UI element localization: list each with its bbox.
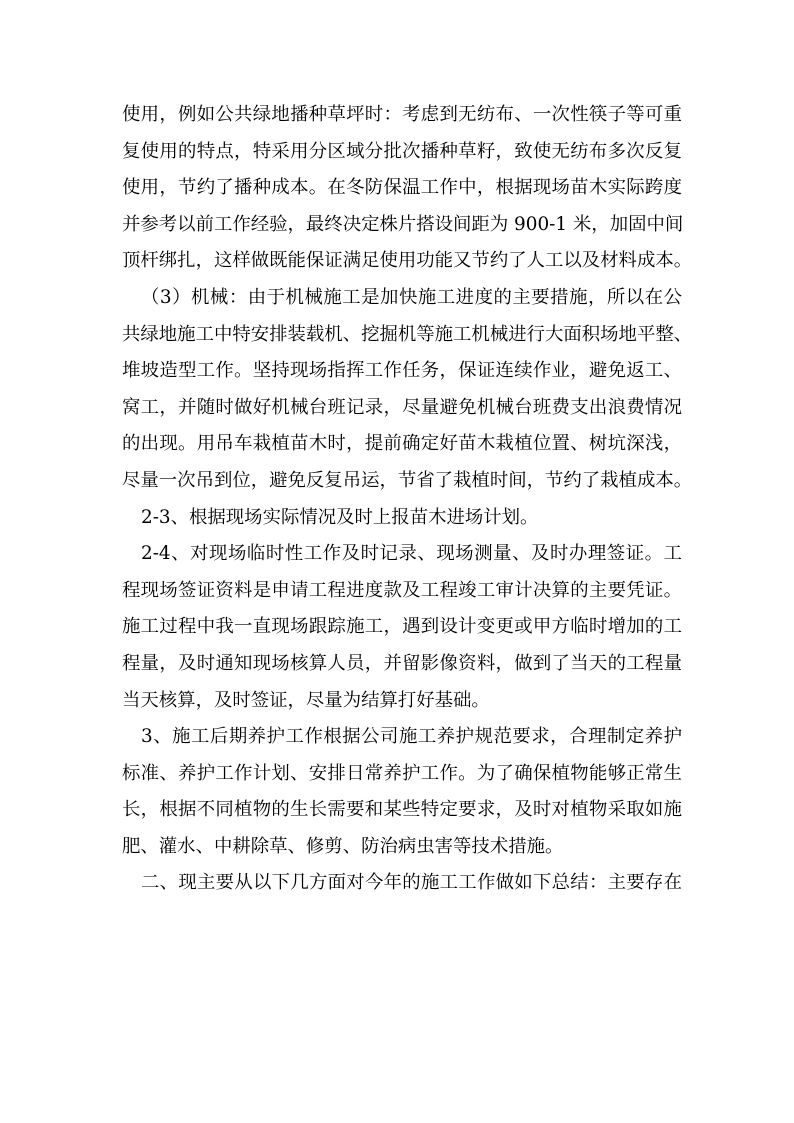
text-line: 的出现。用吊车栽植苗木时，提前确定好苗木栽植位置、树坑深浅，: [122, 433, 682, 455]
document-page: [122, 97, 693, 902]
text-line: 施工过程中我一直现场跟踪施工，遇到设计变更或甲方临时增加的工: [122, 616, 682, 638]
paragraph-start-line: （3）机械：由于机械施工是加快施工进度的主要措施，所以在公: [141, 286, 682, 308]
text-line: 长，根据不同植物的生长需要和某些特定要求，及时对植物采取如施: [122, 799, 682, 821]
paragraph-start-line: 3、施工后期养护工作根据公司施工养护规范要求，合理制定养护: [141, 726, 682, 748]
text-line: 肥、灌水、中耕除草、修剪、防治病虫害等技术措施。: [122, 835, 564, 857]
text-line: 共绿地施工中特安排装载机、挖掘机等施工机械进行大面积场地平整、: [122, 323, 693, 345]
text-line: 复使用的特点，特采用分区域分批次播种草籽，致使无纺布多次反复: [122, 140, 682, 162]
paragraph-start-line: 2-3、根据现场实际情况及时上报苗木进场计划。: [141, 506, 539, 528]
paragraph-start-line: 二、现主要从以下几方面对今年的施工工作做如下总结：主要存在: [141, 872, 682, 894]
text-line: 当天核算，及时签证，尽量为结算打好基础。: [122, 689, 490, 711]
text-line: 标准、养护工作计划、安排日常养护工作。为了确保植物能够正常生: [122, 762, 682, 784]
text-line: 使用，节约了播种成本。在冬防保温工作中，根据现场苗木实际跨度: [122, 177, 682, 199]
text-line: 堆坡造型工作。坚持现场指挥工作任务，保证连续作业，避免返工、: [122, 360, 682, 382]
text-line: 顶杆绑扎，这样做既能保证满足使用功能又节约了人工以及材料成本。: [122, 250, 693, 272]
text-line: 并参考以前工作经验，最终决定株片搭设间距为 900-1 米，加固中间: [122, 213, 684, 235]
text-line: 尽量一次吊到位，避免反复吊运，节省了栽植时间，节约了栽植成本。: [122, 469, 693, 491]
text-line: 程量，及时通知现场核算人员，并留影像资料，做到了当天的工程量: [122, 652, 682, 674]
text-line: 程现场签证资料是申请工程进度款及工程竣工审计决算的主要凭证。: [122, 579, 682, 601]
text-line: 使用，例如公共绿地播种草坪时：考虑到无纺布、一次性筷子等可重: [122, 104, 682, 125]
paragraph-start-line: 2-4、对现场临时性工作及时记录、现场测量、及时办理签证。工: [141, 543, 682, 565]
text-line: 窝工，并随时做好机械台班记录，尽量避免机械台班费支出浪费情况: [122, 396, 682, 418]
